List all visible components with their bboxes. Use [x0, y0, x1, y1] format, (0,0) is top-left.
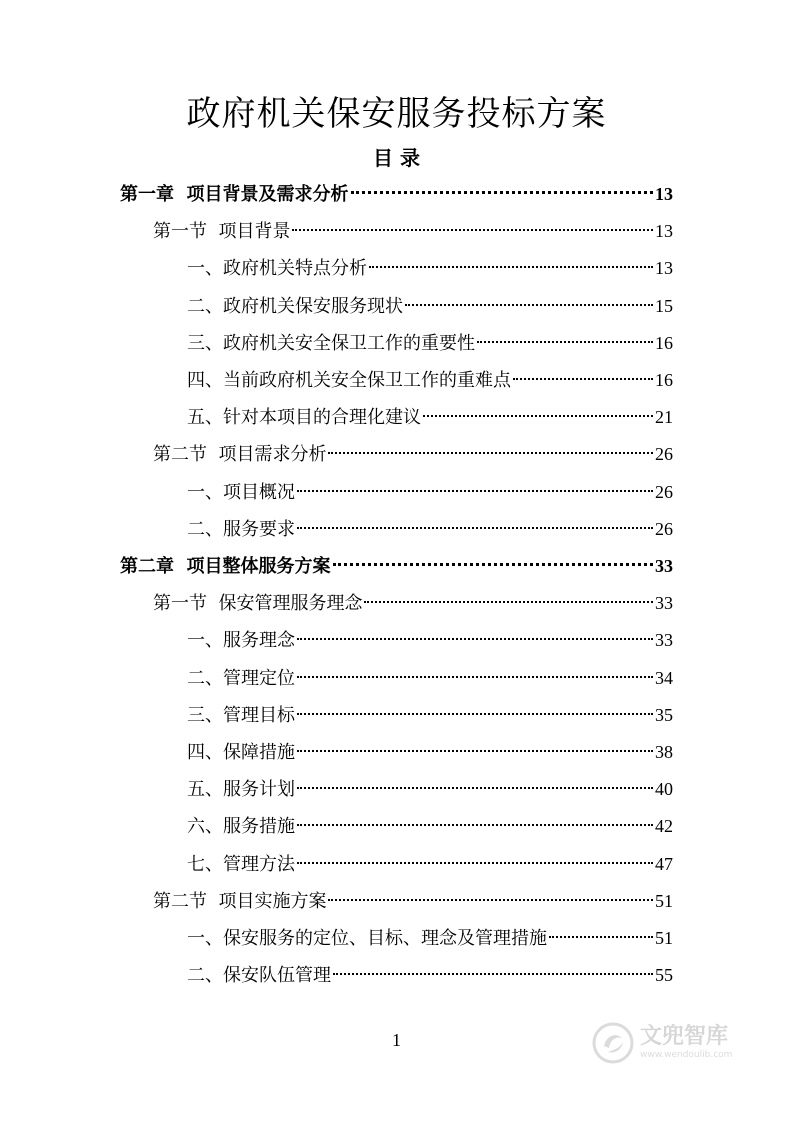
toc-dot-leader: [333, 973, 653, 975]
toc-entry-label: 七、管理方法: [187, 854, 295, 875]
toc-entry-item[interactable]: [187, 622, 673, 658]
toc-entry-section[interactable]: [153, 883, 673, 919]
toc-entry-item[interactable]: [187, 920, 673, 956]
toc-dot-leader: [333, 563, 653, 566]
toc-dot-leader: [297, 824, 653, 826]
watermark-brand: 文兜智库: [640, 1024, 729, 1049]
toc-entry-page: 38: [655, 742, 673, 762]
document-title: 政府机关保安服务投标方案: [186, 94, 607, 134]
toc-entry-item[interactable]: [187, 771, 673, 807]
wendou-logo-icon: [592, 1022, 634, 1064]
toc-entry-item[interactable]: [187, 362, 673, 398]
toc-entry-label: 五、服务计划: [187, 779, 295, 800]
watermark-url: www.wendoulib.com: [640, 1050, 733, 1060]
toc-heading: 目 录: [373, 146, 420, 170]
toc-entry-page: 34: [655, 668, 673, 688]
toc-entry-label: 第一节 项目背景: [153, 221, 291, 242]
toc-entry-label: 五、针对本项目的合理化建议: [187, 407, 421, 428]
toc-entry-label: 四、保障措施: [187, 742, 295, 763]
toc-dot-leader: [369, 266, 653, 268]
toc-entry-page: 55: [655, 965, 673, 985]
toc-entry-section[interactable]: [153, 585, 673, 621]
watermark-text: [640, 1025, 732, 1061]
toc-dot-leader: [549, 936, 653, 938]
toc-entry-item[interactable]: [187, 846, 673, 882]
page-number: 1: [392, 1030, 401, 1050]
toc-entry-page: 13: [655, 221, 673, 241]
toc-dot-leader: [405, 304, 653, 306]
toc-dot-leader: [477, 341, 653, 343]
toc-dot-leader: [351, 191, 653, 194]
toc-entry-item[interactable]: [187, 734, 673, 770]
toc-entry-page: 42: [655, 816, 673, 836]
toc-dot-leader: [297, 787, 653, 789]
toc-entry-item[interactable]: [187, 511, 673, 547]
toc-entry-label: 一、政府机关特点分析: [187, 258, 367, 279]
toc-entry-page: 40: [655, 779, 673, 799]
toc-entry-label: 第二节 项目实施方案: [153, 891, 327, 912]
toc-dot-leader: [297, 862, 653, 864]
toc-entry-page: 15: [655, 296, 673, 316]
toc-entry-page: 26: [655, 519, 673, 539]
toc-entry-label: 一、项目概况: [187, 482, 295, 503]
toc-entry-label: 六、服务措施: [187, 816, 295, 837]
toc-entry-item[interactable]: [187, 957, 673, 993]
toc-entry-chapter[interactable]: [120, 548, 673, 584]
toc-entry-label: 第一章 项目背景及需求分析: [120, 184, 349, 205]
toc-dot-leader: [297, 638, 653, 640]
toc-dot-leader: [328, 452, 653, 454]
toc-entry-page: 47: [655, 854, 673, 874]
toc-entry-label: 二、服务要求: [187, 519, 295, 540]
toc-entry-item[interactable]: [187, 288, 673, 324]
toc-dot-leader: [364, 601, 653, 603]
toc-entry-page: 16: [655, 370, 673, 390]
toc-dot-leader: [292, 229, 653, 231]
toc-dot-leader: [297, 527, 653, 529]
toc-entry-item[interactable]: [187, 697, 673, 733]
toc-entry-chapter[interactable]: [120, 176, 673, 212]
toc-entry-page: 51: [655, 891, 673, 911]
toc-entry-page: 13: [655, 184, 673, 204]
toc-dot-leader: [328, 899, 653, 901]
toc-entry-page: 16: [655, 333, 673, 353]
toc-entry-label: 一、保安服务的定位、目标、理念及管理措施: [187, 928, 547, 949]
toc-entry-label: 一、服务理念: [187, 630, 295, 651]
toc-entry-section[interactable]: [153, 213, 673, 249]
toc-entry-page: 26: [655, 482, 673, 502]
toc-entry-label: 三、管理目标: [187, 705, 295, 726]
toc-entry-item[interactable]: [187, 250, 673, 286]
toc-dot-leader: [513, 378, 653, 380]
toc-entry-label: 二、管理定位: [187, 668, 295, 689]
toc-entry-label: 第二章 项目整体服务方案: [120, 556, 331, 577]
toc-entry-item[interactable]: [187, 660, 673, 696]
toc-entry-page: 51: [655, 928, 673, 948]
toc-entry-page: 26: [655, 444, 673, 464]
toc-entry-item[interactable]: [187, 399, 673, 435]
toc-dot-leader: [297, 750, 653, 752]
toc-entry-item[interactable]: [187, 474, 673, 510]
toc-dot-leader: [297, 490, 653, 492]
toc-entry-page: 21: [655, 407, 673, 427]
toc-entry-label: 四、当前政府机关安全保卫工作的重难点: [187, 370, 511, 391]
watermark: [592, 1022, 732, 1064]
toc-entry-page: 33: [655, 556, 673, 576]
toc-entry-page: 35: [655, 705, 673, 725]
toc-entry-item[interactable]: [187, 808, 673, 844]
toc-entry-section[interactable]: [153, 436, 673, 472]
toc-dot-leader: [297, 676, 653, 678]
toc-entry-label: 三、政府机关安全保卫工作的重要性: [187, 333, 475, 354]
toc-entry-label: 第二节 项目需求分析: [153, 444, 327, 465]
toc-entry-label: 第一节 保安管理服务理念: [153, 593, 363, 614]
toc-entry-label: 二、保安队伍管理: [187, 965, 331, 986]
toc-dot-leader: [423, 415, 653, 417]
toc-entry-label: 二、政府机关保安服务现状: [187, 296, 403, 317]
toc-entry-page: 33: [655, 593, 673, 613]
toc-dot-leader: [297, 713, 653, 715]
toc-entry-page: 33: [655, 630, 673, 650]
toc-entry-item[interactable]: [187, 325, 673, 361]
toc-entry-page: 13: [655, 258, 673, 278]
